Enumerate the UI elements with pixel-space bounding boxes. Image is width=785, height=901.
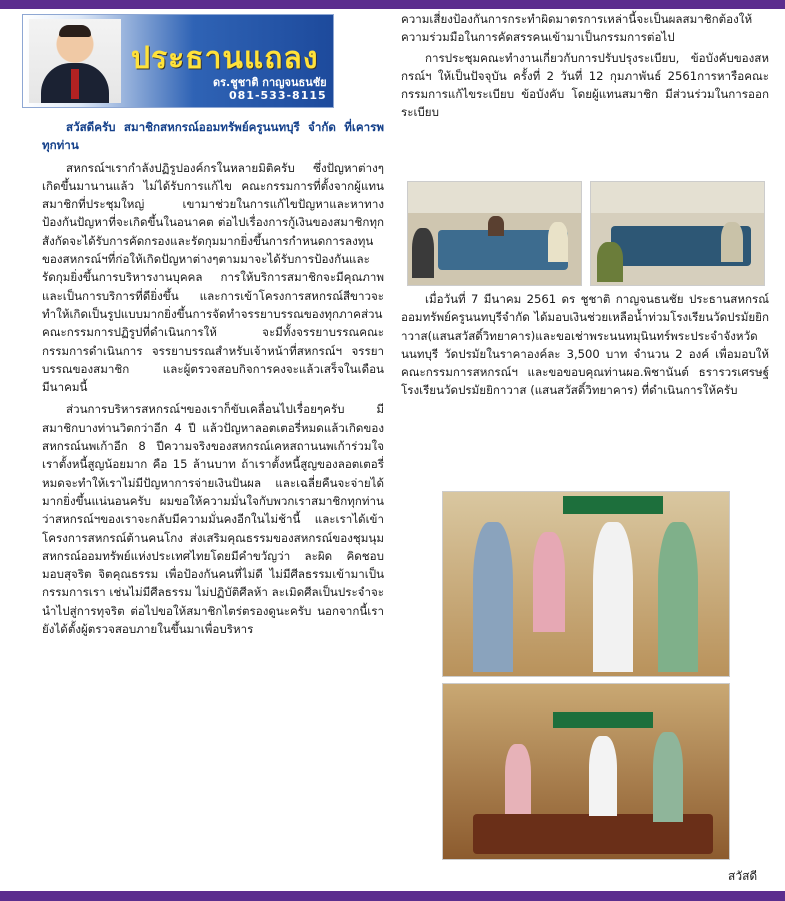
- left-column: [42, 118, 384, 638]
- banner-title: ประธานแถลง: [131, 42, 319, 75]
- left-paragraph-1: สหกรณ์ฯเรากำลังปฏิรูปองค์กรในหลายมิติครับ ซึ่งปัญหาต่างๆ เกิดขึ้นมานานแล้ว ไม่ได้รับการแก้ไข คณะกรรมการที่ตั้งจากผู้แทนสมาชิกที่ประชุมใหญ่ เขามาช่วยในการแก้ไขปัญหาและหาทางป้องกันปัญหาที่จะเกิดขึ้นในอนาคต ต่อไปเรื่องการกู้เงินของสมาชิกทุกสังกัดจะได้รับการคัดกรองและรัดกุมมากยิ่งขึ้นการกำหนดการลงทุนของสหกรณ์ฯที่ก่อให้เกิดปัญหาต่างๆตามมาจะได้รับการป้องกันและรัดกุมยิ่งขึ้นการบริหารงานบุคคล การให้บริการสมาชิกจะมีคุณภาพ และเป็นการบริการที่ดียิ่งขึ้น และการเข้าโครงการสหกรณ์สีขาวจะทำให้เกิดเป็นรูปแบบมากยิ่งขึ้นการจัดทำจรรยาบรรณของทุกภาคส่วน คณะกรรมการปฏิรูปที่ดำเนินการให้ จะมีทั้งจรรยาบรรณคณะกรรมการดำเนินการ จรรยาบรรณสำหรับเจ้าหน้าที่สหกรณ์ฯ จรรยาบรรณของสมาชิก และผู้ตรวจสอบกิจการคงจะแล้วเสร็จในเดือนมีนาคมนี้: [42, 160, 384, 395]
- donation-photo-2: [442, 683, 730, 860]
- left-paragraph-2: ส่วนการบริหารสหกรณ์ฯของเราก็ขับเคลื่อนไปเรื่อยๆครับ มีสมาชิกบางท่านวิตกว่าอีก 4 ปี แล้วปัญหาลอตเตอรี่หมดแล้วเกิดของสหกรณ์นพเก้าอีก 8 ปีความจริงของสหกรณ์เคหสถานนพเก้าร่วมใจเราตั้งหนี้สูญน้อยมาก คือ 15 ล้านบาท ถ้าเราตั้งหนี้สูญของลอตเตอรี่หมดจะทำให้เราไม่มีปัญหาการจ่ายเงินปันผล และเฉลี่ยคืนจะจ่ายได้มากยิ่งขึ้นแน่นอนครับ ผมขอให้ความมั่นใจกับพวกเราสมาชิกทุกท่านว่าสหกรณ์ฯของเราจะกลับมีความมั่นคงอีกในไม่ช้านี้ และเราได้เข้าโครงการสหกรณ์ต้านคนโกง ส่งเสริมคุณธรรมของสหกรณ์ของชุมนุมสหกรณ์ออมทรัพย์แห่งประเทศไทยโดยมีคำขวัญว่า ละผิด คิดชอบ มอบสุจริต จิตคุณธรรม เพื่อป้องกันคนที่ไม่ดี ไม่มีศีลธรรมเข้ามาเป็นกรรมการเรา เช่นไม่มีศีลธรรม ไม่ปฏิบัติศีลห้า ละเมิดศีลเป็นประจำจะนำไปสู่การทุจริต ต่อไปขอให้สมาชิกไตร่ตรองดูนะครับ นอกจากนี้เรายังได้ตั้งผู้ตรวจสอบภายในขึ้นมาเพื่อบริหาร: [42, 402, 384, 637]
- president-name: ดร.ชูชาติ กาญจนธนชัย: [213, 76, 327, 89]
- right-paragraph-2: การประชุมคณะทำงานเกี่ยวกับการปรับปรุงระเบียบ, ข้อบังคับของสหกรณ์ฯ ให้เป็นปัจจุบัน ครั้งที่ 2 วันที่ 12 กุมภาพันธ์ 2561การหารือคณะกรรมการแก้ไขระเบียบ ข้อบังคับ โดยผู้แทนสมาชิก มีส่วนร่วมในการออกระเบียบ: [401, 50, 769, 120]
- right-column: [401, 10, 769, 122]
- top-color-bar: [0, 0, 785, 9]
- president-portrait: [29, 19, 121, 103]
- president-phone: 081-533-8115: [229, 89, 327, 102]
- donation-photo-1: [442, 491, 730, 677]
- signoff-text: สวัสดี: [728, 869, 758, 883]
- bottom-color-bar: [0, 891, 785, 901]
- meeting-photo-2: [590, 181, 765, 286]
- greeting-text: สวัสดีครับ สมาชิกสหกรณ์ออมทรัพย์ครูนนทบุรี จำกัด ที่เคารพทุกท่าน: [42, 120, 384, 153]
- header-banner: [22, 14, 334, 108]
- meeting-photo-1: [407, 181, 582, 286]
- right-paragraph-1: ความเสี่ยงป้องกันการกระทำผิดมาตรการเหล่านี้จะเป็นผลสมาชิกต้องให้ความร่วมมือในการคัดสรรคนเข้ามาเป็นกรรมการต่อไป: [401, 12, 753, 45]
- right-paragraph-3: เมื่อวันที่ 7 มีนาคม 2561 ดร ชูชาติ กาญจนธนชัย ประธานสหกรณ์ออมทรัพย์ครูนนทบุรีจำกัด ได้มอบเงินช่วยเหลือน้ำท่วมโรงเรียนวัดปรมัยยิกาวาส(แสนสวัสดิ์วิทยาคาร)และขอเช่าพระนนทมุนินทร์พระประจำจังหวัดนนทบุรี วัดปรมัยในราคาองค์ละ 3,500 บาท จำนวน 2 องค์ เพื่อมอบให้คณะกรรมการสหกรณ์ฯ และขอขอบคุณท่านผอ.พิชานันต์ ธรารวรเศรษฐ์ โรงเรียนวัดปรมัยยิกาวาส (แสนสวัสดิ์วิทยาคาร) ที่ดำเนินการให้ครับ: [401, 292, 769, 398]
- right-column-lower: [401, 290, 769, 400]
